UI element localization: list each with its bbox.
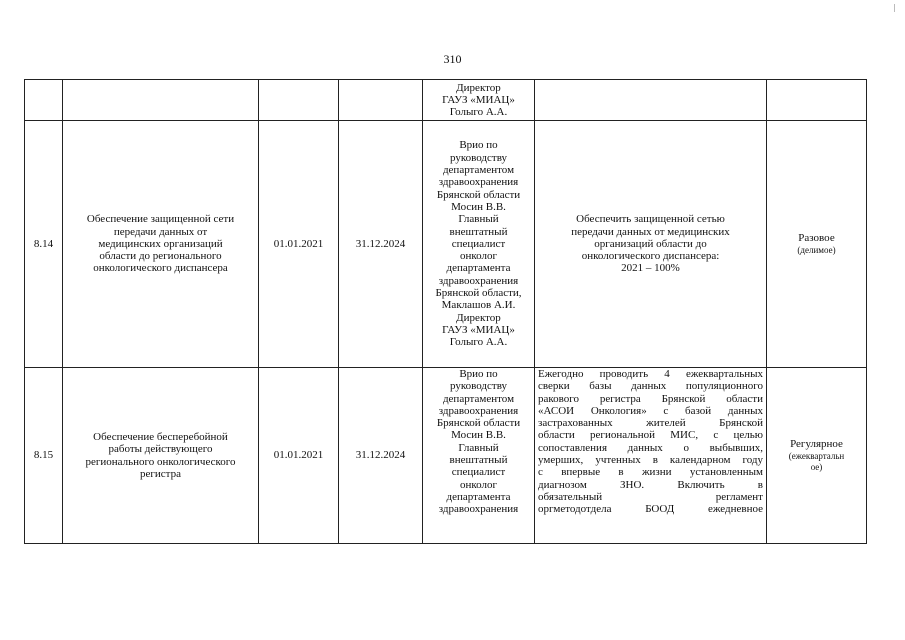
cell-end: 31.12.2024 [339,121,423,368]
cell-end [339,80,423,121]
cell-num [25,80,63,121]
edge-mark [894,4,895,12]
cell-type [767,80,867,121]
page-number: 310 [443,52,462,66]
cell-num: 8.14 [25,121,63,368]
cell-type: Регулярное (ежеквартальн ое) [767,368,867,544]
table-row-8-15 [25,368,867,544]
cell-start: 01.01.2021 [259,121,339,368]
cell-responsible: Врио по руководству департаментом здравоохранения Брянской области Мосин В.В. Главный внештатный специалист онколог департамента здравоохранения Брянской области, Маклашов А.И. Директор ГАУЗ «МИАЦ» Голыго А.А. [423,121,535,368]
cell-num: 8.15 [25,368,63,544]
cell-result: Ежегодно проводить 4 ежеквартальных сверки базы данных популяционного ракового регистра Брянской области «АСОИ Онкология» с базой данных застрахованных жителей Брянской области региональной МИС, с целью сопоставления данных о выбывших, умерших, учтенных в календарном году с впервые в жизни установленным диагнозом ЗНО. Включить в обязательный регламент оргметодотдела БООД ежедневное [535,368,767,544]
cell-name: Обеспечение защищенной сети передачи данных от медицинских организаций области до регионального онкологического диспансера [63,121,259,368]
table-row-continued [25,80,867,121]
cell-name: Обеспечение бесперебойной работы действующего регионального онкологического регистра [63,368,259,544]
cell-start: 01.01.2021 [259,368,339,544]
cell-result: Обеспечить защищенной сетью передачи данных от медицинских организаций области до онкологического диспансера: 2021 – 100% [535,121,767,368]
cell-type: Разовое (делимое) [767,121,867,368]
plan-table [24,79,867,544]
table-row-8-14 [25,121,867,368]
cell-end: 31.12.2024 [339,368,423,544]
cell-result [535,80,767,121]
cell-responsible: Врио по руководству департаментом здравоохранения Брянской области Мосин В.В. Главный внештатный специалист онколог департамента здравоохранения [423,368,535,544]
cell-responsible: Директор ГАУЗ «МИАЦ» Голыго А.А. [423,80,535,121]
cell-name [63,80,259,121]
cell-start [259,80,339,121]
